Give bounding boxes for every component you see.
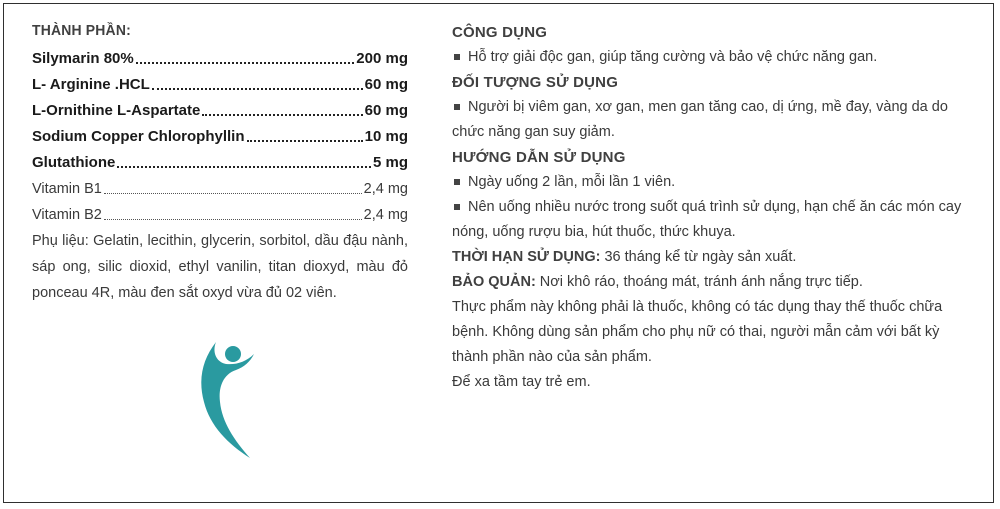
- ingredient-name: Vitamin B1: [32, 181, 102, 197]
- info-column: [452, 20, 977, 395]
- dot-leader: [104, 193, 362, 194]
- ingredient-amount: 5 mg: [372, 154, 408, 171]
- usage-title: CÔNG DỤNG: [452, 24, 548, 41]
- logo-head: [225, 346, 241, 362]
- directions-item-cont: nóng, uống rượu bia, hút thuốc, thức khuya.: [452, 224, 736, 240]
- directions-item: Ngày uống 2 lần, mỗi lần 1 viên.: [452, 170, 977, 195]
- ingredient-amount: 2,4 mg: [363, 181, 408, 197]
- ingredient-row: [32, 202, 408, 228]
- excipient-text: Phụ liệu: Gelatin, lecithin, glycerin, sorbitol, dầu đậu nành, sáp ong, silic dioxid, ethyl vanilin, titan dioxyd, màu đỏ ponceau 4R, màu đen sắt oxyd vừa đủ 02 viên.: [32, 233, 408, 301]
- ingredient-row: [32, 98, 408, 124]
- directions-title: HƯỚNG DẪN SỬ DỤNG: [452, 149, 626, 166]
- usage-item: Hỗ trợ giải độc gan, giúp tăng cường và bảo vệ chức năng gan.: [452, 45, 977, 70]
- shelf-life: THỜI HẠN SỬ DỤNG: 36 tháng kể từ ngày sản xuất.: [452, 249, 797, 265]
- dot-leader: [136, 62, 355, 64]
- ingredient-list: [32, 46, 408, 228]
- dot-leader: [104, 219, 362, 220]
- ingredient-name: Vitamin B2: [32, 207, 102, 223]
- ingredient-name: Glutathione: [32, 154, 116, 171]
- target-item: Người bị viêm gan, xơ gan, men gan tăng cao, dị ứng, mề đay, vàng da do: [452, 95, 977, 120]
- ingredient-row: [32, 72, 408, 98]
- bullet-icon: [454, 204, 460, 210]
- directions-item: Nên uống nhiều nước trong suốt quá trình sử dụng, hạn chế ăn các món cay: [452, 195, 977, 220]
- ingredient-amount: 10 mg: [364, 128, 408, 145]
- ingredient-name: L-Ornithine L-Aspartate: [32, 102, 201, 119]
- ingredient-amount: 60 mg: [364, 102, 408, 119]
- dot-leader: [117, 166, 371, 168]
- ingredient-row: [32, 150, 408, 176]
- target-title: ĐỐI TƯỢNG SỬ DỤNG: [452, 74, 619, 91]
- bullet-icon: [454, 179, 460, 185]
- ingredient-row: [32, 46, 408, 72]
- ingredients-title: THÀNH PHẦN:: [32, 22, 131, 39]
- ingredient-name: Sodium Copper Chlorophyllin: [32, 128, 245, 145]
- dot-leader: [152, 88, 363, 90]
- bullet-icon: [454, 104, 460, 110]
- disclaimer-line: bệnh. Không dùng sản phẩm cho phụ nữ có thai, người mẫn cảm với bất kỳ: [452, 324, 940, 340]
- storage: BẢO QUẢN: Nơi khô ráo, thoáng mát, tránh ánh nắng trực tiếp.: [452, 274, 863, 290]
- disclaimer-line: thành phần nào của sản phẩm.: [452, 349, 652, 365]
- ingredient-name: Silymarin 80%: [32, 50, 134, 67]
- ingredient-row: [32, 124, 408, 150]
- dot-leader: [202, 114, 362, 116]
- person-figure-icon: [194, 340, 254, 460]
- ingredient-row: [32, 176, 408, 202]
- ingredient-amount: 200 mg: [356, 50, 408, 67]
- dot-leader: [247, 140, 363, 142]
- ingredients-column: [32, 20, 408, 306]
- target-item-cont: chức năng gan suy giảm.: [452, 124, 615, 140]
- bullet-icon: [454, 54, 460, 60]
- disclaimer-line: Thực phẩm này không phải là thuốc, không có tác dụng thay thế thuốc chữa: [452, 299, 943, 315]
- ingredient-amount: 2,4 mg: [363, 207, 408, 223]
- ingredient-name: L- Arginine .HCL: [32, 76, 150, 93]
- ingredient-amount: 60 mg: [364, 76, 408, 93]
- keep-away-note: Để xa tầm tay trẻ em.: [452, 374, 591, 390]
